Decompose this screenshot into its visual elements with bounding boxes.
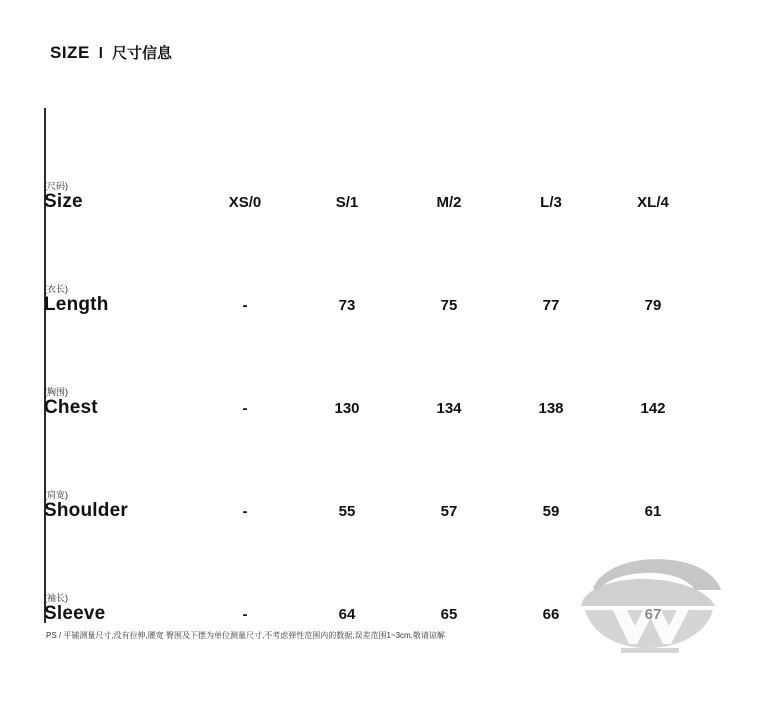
- cell-shoulder-l: 59: [542, 503, 560, 520]
- row-label-chest: [44, 314, 194, 417]
- cell-shoulder-xs: -: [242, 503, 248, 520]
- cell-sleeve-l: 66: [542, 606, 560, 623]
- row-label-cn: (胸围): [44, 387, 68, 397]
- title-size-word: SIZE: [50, 43, 90, 62]
- title-divider: l: [98, 45, 103, 62]
- row-label-length: [44, 211, 194, 314]
- row-label-en: Length: [44, 294, 109, 315]
- cell-length-xs: -: [242, 297, 248, 314]
- cell-chest-m: 134: [436, 400, 462, 417]
- title-chinese: 尺寸信息: [111, 45, 172, 62]
- cell-size-s: S/1: [335, 194, 359, 211]
- table-row: [44, 108, 704, 211]
- row-label-size: [44, 108, 194, 211]
- size-table-container: [44, 108, 704, 623]
- cell-length-l: 77: [542, 297, 560, 314]
- cell-chest-xl: 142: [640, 400, 666, 417]
- cell-size-xs: XS/0: [228, 194, 262, 211]
- measurement-footnote: PS / 平铺测量尺寸,没有拉伸,腰宽 臀围及下摆为单位测量尺寸,不考虑弹性范围内的数据,误差范围1~3cm,敬请谅解: [46, 631, 445, 640]
- row-label-en: Shoulder: [44, 500, 128, 521]
- cell-shoulder-s: 55: [338, 503, 356, 520]
- page-title: [50, 42, 172, 63]
- table-row: [44, 417, 704, 520]
- cell-shoulder-xl: 61: [644, 503, 662, 520]
- cell-sleeve-xl: 67: [644, 606, 662, 623]
- cell-length-xl: 79: [644, 297, 662, 314]
- cell-length-s: 73: [338, 297, 356, 314]
- cell-sleeve-s: 64: [338, 606, 356, 623]
- row-label-en: Size: [44, 191, 83, 212]
- cell-size-xl: XL/4: [637, 194, 669, 211]
- cell-sleeve-xs: -: [242, 606, 248, 623]
- table-row: [44, 211, 704, 314]
- cell-chest-xs: -: [242, 400, 248, 417]
- cell-chest-l: 138: [538, 400, 564, 417]
- table-row: [44, 314, 704, 417]
- row-label-cn: (衣长): [44, 284, 68, 294]
- cell-sleeve-m: 65: [440, 606, 458, 623]
- row-label-en: Sleeve: [44, 603, 106, 624]
- size-table: [44, 108, 704, 623]
- cell-length-m: 75: [440, 297, 458, 314]
- table-row: [44, 520, 704, 623]
- cell-size-l: L/3: [540, 194, 562, 211]
- row-label-shoulder: [44, 417, 194, 520]
- row-label-en: Chest: [44, 397, 98, 418]
- row-label-cn: (肩宽): [44, 490, 68, 500]
- row-label-cn: (袖长): [44, 593, 68, 603]
- row-label-sleeve: [44, 520, 194, 623]
- cell-chest-s: 130: [334, 400, 360, 417]
- cell-size-m: M/2: [436, 194, 462, 211]
- cell-shoulder-m: 57: [440, 503, 458, 520]
- row-label-cn: (尺码): [44, 181, 68, 191]
